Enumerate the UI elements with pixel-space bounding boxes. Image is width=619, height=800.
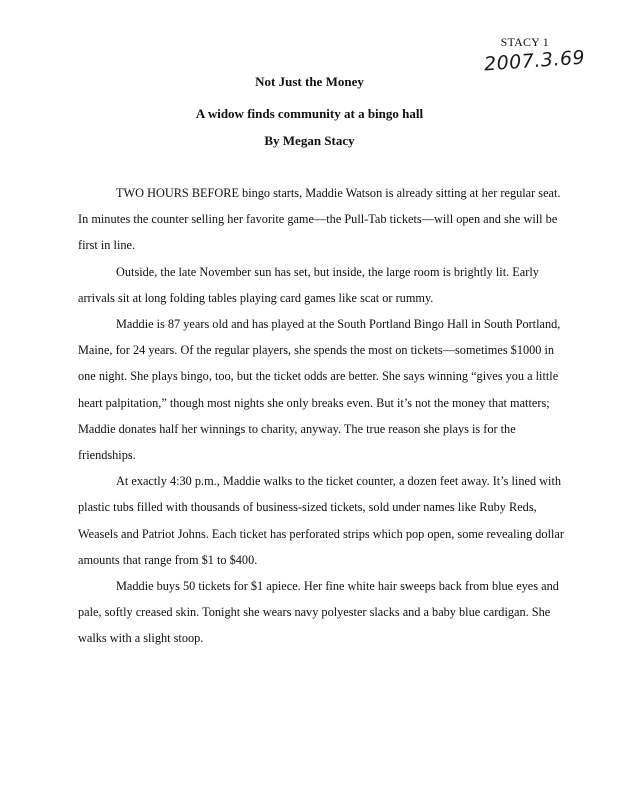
paragraph-1: TWO HOURS BEFORE bingo starts, Maddie Watson is already sitting at her regular seat. In minutes the counter selling her favorite game—the Pull-Tab tickets—will open and she will be first in line.: [78, 186, 561, 253]
article-headline: Not Just the Money: [255, 74, 364, 89]
article-byline: By Megan Stacy: [264, 133, 355, 148]
article-subheadline: A widow finds community at a bingo hall: [195, 106, 424, 121]
paragraph-2: Outside, the late November sun has set, but inside, the large room is brightly lit. Early arrivals sit at long folding tables playing card games like scat or rummy.: [78, 264, 539, 305]
paragraph-5: Maddie buys 50 tickets for $1 apiece. Her fine white hair sweeps back from blue eyes and pale, softly creased skin. Tonight she wears navy polyester slacks and a baby blue cardigan. She walks with a slight stoop.: [78, 579, 559, 646]
paragraph-4: At exactly 4:30 p.m., Maddie walks to the ticket counter, a dozen feet away. It’s lined with plastic tubs filled with thousands of business-sized tickets, sold under names like Ruby Reds, Weasels and Patriot Johns. Each ticket has perforated strips which pop open, some revealing dollar amounts that range from $1 to $400.: [78, 474, 564, 567]
handwritten-annotation: 2007.3.69: [483, 46, 586, 76]
paragraph-3: Maddie is 87 years old and has played at the South Portland Bingo Hall in South Portland, Maine, for 24 years. Of the regular players, she spends the most on tickets—sometimes $1000 in one night. She plays bingo, too, but the ticket odds are better. She says winning “gives you a little heart palpitation,” though most nights she only breaks even. But it’s not the money that matters; Maddie donates half her winnings to charity, anyway. The true reason she plays is for the friendships.: [78, 317, 561, 463]
article-body: [78, 180, 568, 652]
page-header-label: STACY 1: [500, 35, 549, 49]
